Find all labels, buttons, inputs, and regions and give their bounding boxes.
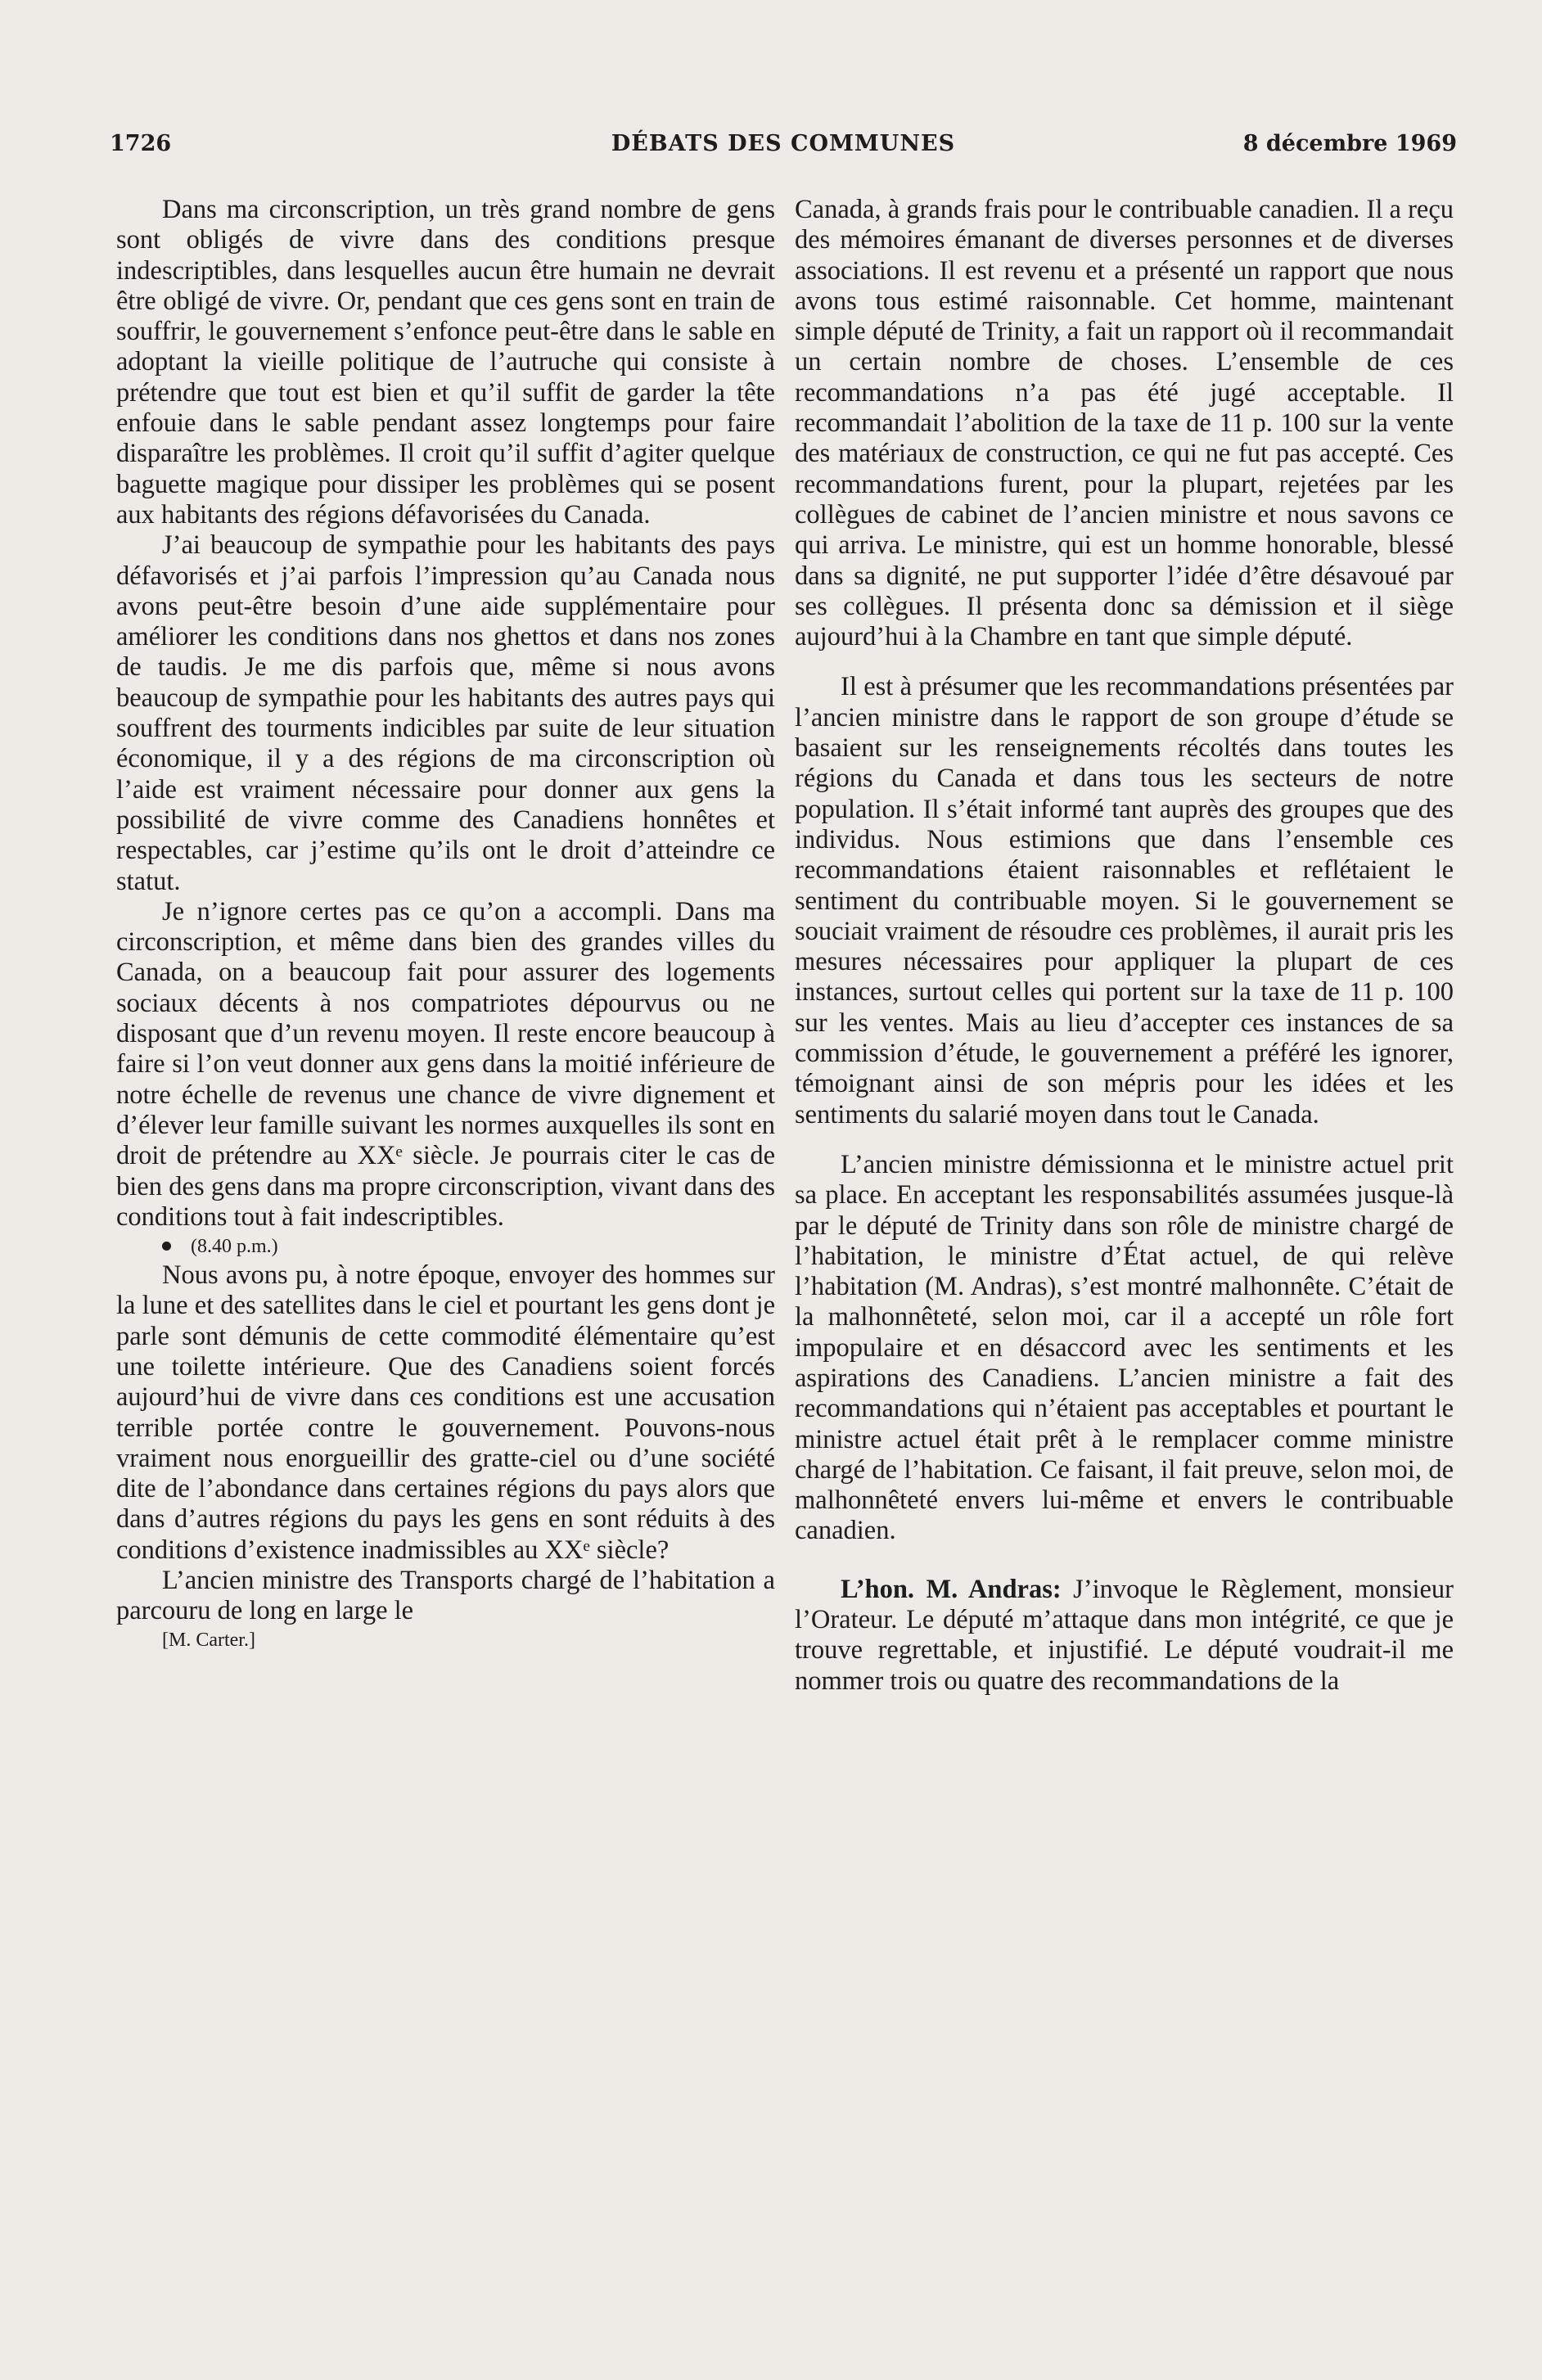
page-number: 1726 (110, 131, 172, 156)
paragraph: Canada, à grands frais pour le contribuable canadien. Il a reçu des mémoires émanant de diverses personnes et de diverses associations. Il est revenu et a présenté un rapport que nous avons tous estimé raisonnable. Cet homme, maintenant simple député de Trinity, a fait un rapport où il recommandait un certain nombre de choses. L’ensemble de ces recommandations n’a pas été jugé acceptable. Il recommandait l’abolition de la taxe de 11 p. 100 sur la vente des matériaux de construction, ce qui ne fut pas accepté. Ces recommandations furent, pour la plupart, rejetées par les collègues de cabinet de l’ancien ministre et nous savons ce qui arriva. Le ministre, qui est un homme honorable, blessé dans sa dignité, ne put supporter l’idée d’être désavoué par ses collègues. Il présenta donc sa démission et il siège aujourd’hui à la Chambre en tant que simple député. (795, 195, 1454, 652)
page-header (110, 131, 1457, 167)
paragraph: L’ancien ministre démissionna et le ministre actuel prit sa place. En acceptant les responsabilités assumées jusque-là par le député de Trinity dans son rôle de ministre chargé de l’habitation, le ministre d’État actuel, de qui relève l’habitation (M. Andras), s’est montré malhonnête. C’était de la malhonnêteté, selon moi, car il a accepté un rôle fort impopulaire et en désaccord avec les sentiments et les aspirations des Canadiens. L’ancien ministre a fait des recommandations qui n’étaient pas acceptables et pourtant le ministre actuel était prêt à le remplacer comme ministre chargé de l’habitation. Ce faisant, il fait preuve, selon moi, de malhonnêteté envers lui-même et envers le contribuable canadien. (795, 1149, 1454, 1546)
paragraph: Je n’ignore certes pas ce qu’on a accompli. Dans ma circonscription, et même dans bien des grandes villes du Canada, on a beaucoup fait pour assurer des logements sociaux décents à nos compatriotes dépourvus ou ne disposant que d’un revenu moyen. Il reste encore beaucoup à faire si l’on veut donner aux gens dans la moitié inférieure de notre échelle de revenus une chance de vivre dignement et d’élever leur famille suivant les normes auxquelles ils sont en droit de prétendre au XXᵉ siècle. Je pourrais citer le cas de bien des gens dans ma propre circonscription, vivant dans des conditions tout à fait indescriptibles. (116, 896, 775, 1232)
paragraph: Nous avons pu, à notre époque, envoyer des hommes sur la lune et des satellites dans le ciel et pourtant les gens dont je parle sont démunis de cette commodité élémentaire qu’est une toilette intérieure. Que des Canadiens soient forcés aujourd’hui de vivre dans ces conditions est une accusation terrible portée contre le gouvernement. Pouvons-nous vraiment nous enorgueillir des gratte-ciel ou d’une société dite de l’abondance dans certaines régions du pays alors que dans d’autres régions du pays les gens en sont réduits à des conditions d’existence inadmissibles au XXᵉ siècle? (116, 1260, 775, 1565)
speech-text: J’invoque le Règlement, monsieur l’Orateur. Le député m’attaque dans mon intégrité, ce que je trouve regrettable, et injustifié. Le député voudrait-il me nommer trois ou quatre des recommandations de la (795, 1574, 1454, 1696)
right-column (795, 195, 1454, 1697)
page-date: 8 décembre 1969 (1242, 131, 1457, 156)
paragraph: Dans ma circonscription, un très grand nombre de gens sont obligés de vivre dans des conditions presque indescriptibles, dans lesquelles aucun être humain ne devrait être obligé de vivre. Or, pendant que ces gens sont en train de souffrir, le gouvernement s’enfonce peut-être dans le sable en adoptant la vieille politique de l’autruche qui consiste à prétendre que tout est bien et qu’il suffit de garder la tête enfouie dans le sable pendant assez longtemps pour faire disparaître les problèmes. Il croit qu’il suffit d’agiter quelque baguette magique pour dissiper les problèmes qui se posent aux habitants des régions défavorisées du Canada. (116, 195, 775, 530)
paragraph (795, 1575, 1454, 1697)
publication-title: DÉBATS DES COMMUNES (611, 131, 956, 156)
timestamp (116, 1233, 775, 1260)
timestamp-text: (8.40 p.m.) (191, 1236, 278, 1258)
speaker-name: L’hon. M. Andras: (841, 1574, 1062, 1604)
paragraph: J’ai beaucoup de sympathie pour les habitants des pays défavorisés et j’ai parfois l’impression qu’au Canada nous avons peut-être besoin d’une aide supplémentaire pour améliorer les conditions dans nos ghettos et dans nos zones de taudis. Je me dis parfois que, même si nous avons beaucoup de sympathie pour les habitants des autres pays qui souffrent des tourments indicibles par suite de leur situation économique, il y a des régions de ma circonscription où l’aide est vraiment nécessaire pour donner aux gens la possibilité de vivre comme des Canadiens honnêtes et respectables, car j’estime qu’ils ont le droit d’atteindre ce statut. (116, 530, 775, 896)
paragraph: L’ancien ministre des Transports chargé de l’habitation a parcouru de long en large le (116, 1566, 775, 1626)
paragraph: Il est à présumer que les recommandations présentées par l’ancien ministre dans le rapport de son groupe d’étude se basaient sur les renseignements récoltés dans toutes les régions du Canada et dans tous les secteurs de notre population. Il s’était informé tant auprès des groupes que des individus. Nous estimions que dans l’ensemble ces recommandations étaient raisonnables et reflétaient le sentiment du contribuable moyen. Si le gouvernement se souciait vraiment de résoudre ces problèmes, il aurait pris les mesures nécessaires pour appliquer la plupart de ces instances, surtout celles qui portent sur la taxe de 11 p. 100 sur les ventes. Mais au lieu d’accepter ces instances de sa commission d’étude, le gouvernement a préféré les ignorer, témoignant ainsi de son mépris pour les idées et les sentiments du salarié moyen dans tout le Canada. (795, 672, 1454, 1129)
left-column (116, 195, 775, 1653)
speaker-tag: [M. Carter.] (162, 1629, 255, 1651)
bullet-icon (162, 1242, 171, 1251)
